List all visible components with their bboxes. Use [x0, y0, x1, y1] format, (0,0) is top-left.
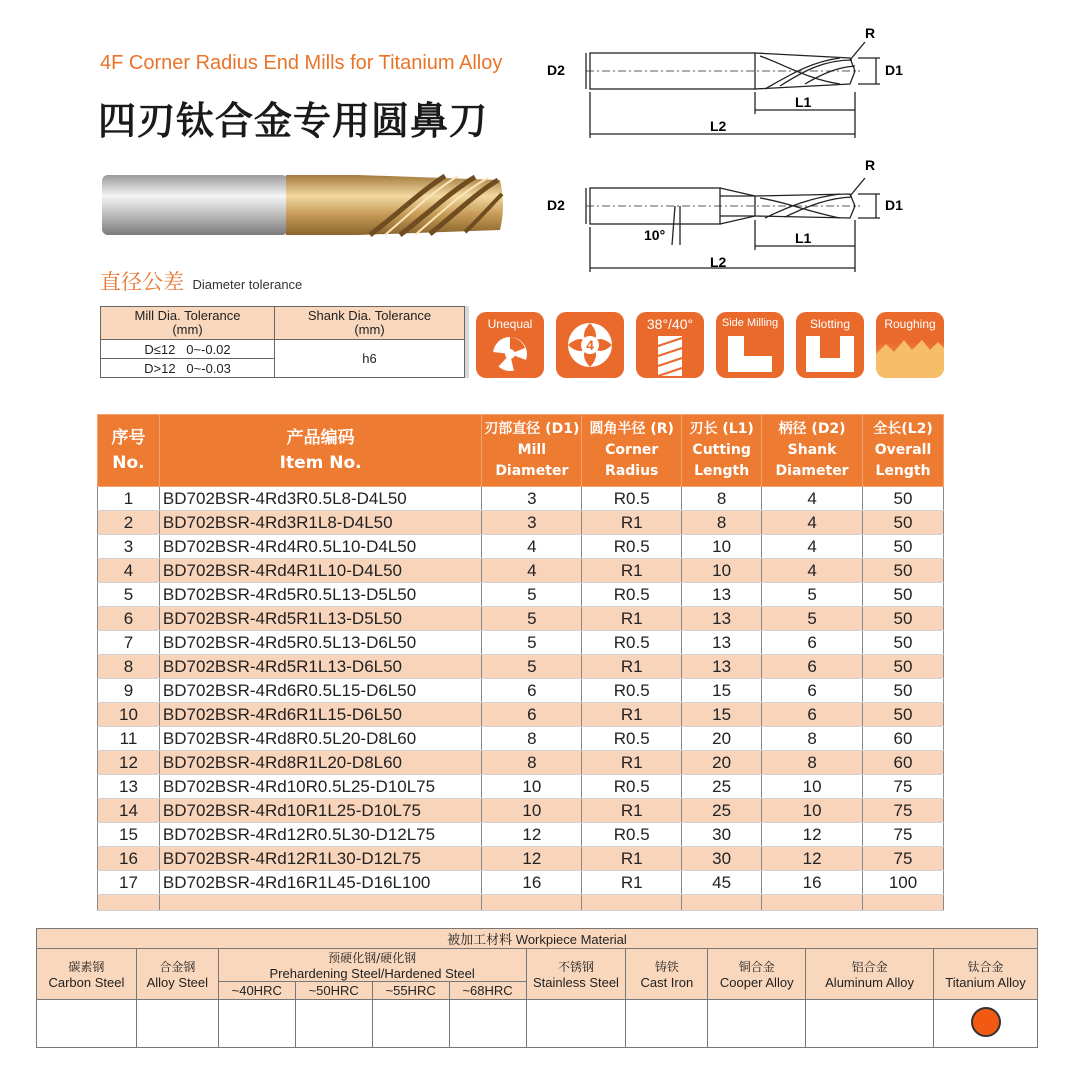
overall-length: 50: [863, 487, 944, 511]
shank-diameter: 6: [762, 631, 863, 655]
header-l2: [863, 415, 944, 487]
material-en: Aluminum Alloy: [825, 975, 915, 990]
diagram-bottom-d2: D2: [547, 197, 565, 213]
diagram-bottom-d1: D1: [885, 197, 903, 213]
material-titanium-alloy: [934, 949, 1038, 1000]
material-cn: 铝合金: [851, 960, 888, 974]
row-no: 9: [98, 679, 160, 703]
tolerance-heading: [100, 266, 302, 296]
shank-diameter: 4: [762, 559, 863, 583]
mill-diameter: 6: [482, 679, 582, 703]
cutting-length: 10: [682, 559, 762, 583]
tolerance-col-shank-l2: (mm): [354, 322, 385, 337]
item-code: BD702BSR-4Rd10R0.5L25-D10L75: [159, 775, 481, 799]
mill-diameter: 12: [482, 847, 582, 871]
corner-radius: R1: [582, 511, 682, 535]
corner-radius: R1: [582, 607, 682, 631]
cutting-length: 20: [682, 727, 762, 751]
material-hardened-steel: [218, 949, 526, 982]
diagram-bottom-r: R: [865, 157, 876, 173]
header-d2-en2: Diameter: [775, 463, 849, 479]
header-item-en: Item No.: [279, 452, 362, 473]
slotting-icon: [796, 312, 864, 378]
shank-tolerance-value: h6: [275, 340, 465, 378]
suit-copper-alloy: [708, 1000, 806, 1048]
cutting-length: 30: [682, 823, 762, 847]
overall-length: 50: [863, 559, 944, 583]
header-d2-cn: 柄径 (D2): [778, 421, 846, 437]
mill-diameter: 5: [482, 631, 582, 655]
overall-length: 75: [863, 847, 944, 871]
header-d1-en2: Diameter: [495, 463, 569, 479]
tolerance-col-shank-l1: Shank Dia. Tolerance: [307, 308, 432, 323]
corner-radius: R1: [582, 559, 682, 583]
table-row: [98, 751, 944, 775]
material-cn: 合金钢: [159, 960, 196, 974]
tolerance-table: [100, 306, 465, 378]
cutting-length: 13: [682, 631, 762, 655]
header-item-cn: 产品编码: [286, 427, 355, 448]
header-r-cn: 圆角半径 (R): [589, 421, 674, 437]
row-no: 17: [98, 871, 160, 895]
tolerance-row-1: [101, 340, 275, 359]
tolerance-col-mill-l1: Mill Dia. Tolerance: [134, 308, 241, 323]
shank-diameter: 6: [762, 679, 863, 703]
mill-diameter: 5: [482, 655, 582, 679]
title-chinese: 四刃钛合金专用圆鼻刀: [98, 99, 489, 143]
shank-diameter: 12: [762, 847, 863, 871]
tolerance-range: D>12: [144, 360, 176, 376]
side-milling-icon: [716, 312, 784, 378]
shank-diameter: 8: [762, 751, 863, 775]
overall-length: 60: [863, 727, 944, 751]
cutting-length: 30: [682, 847, 762, 871]
shank-diameter: 8: [762, 727, 863, 751]
tolerance-col-shank: [275, 307, 465, 340]
feature-label: Unequal: [487, 317, 533, 331]
tolerance-value: 0~-0.02: [186, 341, 231, 357]
hardness-50: ~50HRC: [295, 982, 372, 1000]
item-code: BD702BSR-4Rd4R0.5L10-D4L50: [159, 535, 481, 559]
table-row: [98, 655, 944, 679]
shank-diameter: 10: [762, 799, 863, 823]
cutting-length: 8: [682, 487, 762, 511]
material-cn: 不锈钢: [557, 960, 594, 974]
shank-diameter: 16: [762, 871, 863, 895]
corner-radius: R0.5: [582, 487, 682, 511]
diagram-top-l1: L1: [795, 94, 812, 110]
shank-diameter: 4: [762, 487, 863, 511]
overall-length: 50: [863, 511, 944, 535]
product-rows: [98, 487, 944, 911]
hardness-55: ~55HRC: [372, 982, 449, 1000]
cutting-length: 20: [682, 751, 762, 775]
item-code: BD702BSR-4Rd12R1L30-D12L75: [159, 847, 481, 871]
feature-label: Side Milling: [721, 317, 779, 329]
table-row: [98, 871, 944, 895]
mill-diameter: 6: [482, 703, 582, 727]
material-cn: 预硬化钢/硬化钢: [328, 951, 417, 965]
tolerance-shadow: [465, 306, 469, 378]
suit-hrc40: [218, 1000, 295, 1048]
feature-label: 4: [586, 337, 594, 353]
row-no: 4: [98, 559, 160, 583]
blank-cell: [863, 895, 944, 911]
unequal-flute-icon: [476, 312, 544, 378]
corner-radius: R0.5: [582, 631, 682, 655]
mill-diameter: 3: [482, 487, 582, 511]
suit-cast-iron: [626, 1000, 708, 1048]
hardness-40: ~40HRC: [218, 982, 295, 1000]
diagram-top-l2: L2: [710, 118, 727, 134]
mill-diameter: 4: [482, 559, 582, 583]
cutting-length: 8: [682, 511, 762, 535]
item-code: BD702BSR-4Rd6R1L15-D6L50: [159, 703, 481, 727]
diagram-top-d1: D1: [885, 62, 903, 78]
workpiece-material-caption: 被加工材料 Workpiece Material: [37, 929, 1038, 949]
shank-diameter: 4: [762, 511, 863, 535]
overall-length: 100: [863, 871, 944, 895]
table-row: [98, 631, 944, 655]
cutting-length: 15: [682, 703, 762, 727]
material-en: Alloy Steel: [146, 975, 209, 990]
item-code: BD702BSR-4Rd5R1L13-D5L50: [159, 607, 481, 631]
cutting-length: 13: [682, 655, 762, 679]
blank-cell: [762, 895, 863, 911]
material-en: Carbon Steel: [48, 975, 125, 990]
overall-length: 75: [863, 775, 944, 799]
shank-diameter: 5: [762, 583, 863, 607]
material-en: Titanium Alloy: [945, 975, 1026, 990]
shank-diameter: 6: [762, 655, 863, 679]
overall-length: 50: [863, 703, 944, 727]
row-no: 15: [98, 823, 160, 847]
header-item: [159, 415, 481, 487]
tolerance-col-mill: [101, 307, 275, 340]
tolerance-value: 0~-0.03: [186, 360, 231, 376]
roughing-icon: [876, 312, 944, 378]
mill-diameter: 12: [482, 823, 582, 847]
corner-radius: R0.5: [582, 775, 682, 799]
overall-length: 50: [863, 607, 944, 631]
table-row: [98, 535, 944, 559]
material-en: Cast Iron: [640, 975, 694, 990]
recommended-dot-icon: [971, 1007, 1001, 1037]
cutting-length: 13: [682, 607, 762, 631]
shank-diameter: 5: [762, 607, 863, 631]
item-code: BD702BSR-4Rd8R1L20-D8L60: [159, 751, 481, 775]
item-code: BD702BSR-4Rd6R0.5L15-D6L50: [159, 679, 481, 703]
item-code: BD702BSR-4Rd5R1L13-D6L50: [159, 655, 481, 679]
hardness-68: ~68HRC: [449, 982, 526, 1000]
row-no: 5: [98, 583, 160, 607]
overall-length: 50: [863, 631, 944, 655]
feature-label: Slotting: [809, 317, 851, 331]
product-table: [97, 414, 944, 911]
corner-radius: R0.5: [582, 679, 682, 703]
tolerance-range: D≤12: [144, 341, 176, 357]
header-r-en2: Radius: [605, 463, 659, 479]
tolerance-heading-cn: 直径公差: [100, 270, 184, 294]
item-code: BD702BSR-4Rd10R1L25-D10L75: [159, 799, 481, 823]
corner-radius: R1: [582, 655, 682, 679]
header-r-en1: Corner: [605, 442, 659, 458]
table-row: [98, 559, 944, 583]
header-d2-en1: Shank: [787, 442, 837, 458]
corner-radius: R1: [582, 751, 682, 775]
tolerance-heading-en: Diameter tolerance: [192, 277, 303, 292]
cutting-length: 25: [682, 775, 762, 799]
dimension-diagram: [540, 20, 920, 290]
header-l2-en1: Overall: [874, 442, 932, 458]
workpiece-material-table: [36, 928, 1038, 1048]
diagram-bottom-l2: L2: [710, 254, 727, 270]
corner-radius: R1: [582, 871, 682, 895]
header-l1-en2: Length: [694, 463, 750, 479]
material-carbon-steel: [37, 949, 137, 1000]
header-no-cn: 序号: [111, 427, 146, 448]
header-no: [98, 415, 160, 487]
diagram-top-d2: D2: [547, 62, 565, 78]
suit-hrc50: [295, 1000, 372, 1048]
blank-cell: [98, 895, 160, 911]
overall-length: 50: [863, 535, 944, 559]
material-aluminum-alloy: [806, 949, 934, 1000]
table-row: [98, 607, 944, 631]
overall-length: 50: [863, 655, 944, 679]
overall-length: 50: [863, 679, 944, 703]
table-row: [98, 679, 944, 703]
item-code: BD702BSR-4Rd5R0.5L13-D5L50: [159, 583, 481, 607]
suit-titanium-alloy: [934, 1000, 1038, 1048]
overall-length: 75: [863, 823, 944, 847]
feature-label: 38°/40°: [646, 316, 694, 332]
row-no: 10: [98, 703, 160, 727]
overall-length: 60: [863, 751, 944, 775]
table-row: [98, 583, 944, 607]
tolerance-row-2: [101, 359, 275, 378]
material-cn: 铜合金: [738, 960, 775, 974]
blank-cell: [582, 895, 682, 911]
cutting-length: 15: [682, 679, 762, 703]
row-no: 16: [98, 847, 160, 871]
tolerance-col-mill-l2: (mm): [172, 322, 203, 337]
row-no: 6: [98, 607, 160, 631]
header-l2-cn: 全长(L2): [873, 421, 933, 437]
mill-diameter: 10: [482, 799, 582, 823]
item-code: BD702BSR-4Rd3R1L8-D4L50: [159, 511, 481, 535]
suit-alloy-steel: [136, 1000, 218, 1048]
mill-diameter: 8: [482, 751, 582, 775]
material-en: Cooper Alloy: [719, 975, 794, 990]
header-l1: [682, 415, 762, 487]
item-code: BD702BSR-4Rd12R0.5L30-D12L75: [159, 823, 481, 847]
row-no: 14: [98, 799, 160, 823]
row-no: 1: [98, 487, 160, 511]
material-cn: 铸铁: [654, 960, 679, 974]
overall-length: 75: [863, 799, 944, 823]
blank-cell: [159, 895, 481, 911]
row-no: 8: [98, 655, 160, 679]
mill-diameter: 5: [482, 607, 582, 631]
row-no: 13: [98, 775, 160, 799]
header-d1: [482, 415, 582, 487]
corner-radius: R0.5: [582, 535, 682, 559]
item-code: BD702BSR-4Rd3R0.5L8-D4L50: [159, 487, 481, 511]
mill-diameter: 10: [482, 775, 582, 799]
row-no: 2: [98, 511, 160, 535]
header-l1-cn: 刃长 (L1): [689, 421, 754, 437]
table-row: [98, 823, 944, 847]
shank-diameter: 12: [762, 823, 863, 847]
mill-diameter: 8: [482, 727, 582, 751]
corner-radius: R0.5: [582, 823, 682, 847]
end-mill-photo: [100, 172, 510, 238]
suit-hrc68: [449, 1000, 526, 1048]
title-english: 4F Corner Radius End Mills for Titanium Alloy: [100, 52, 503, 74]
feature-icons: [476, 312, 944, 378]
row-no: 7: [98, 631, 160, 655]
suit-aluminum-alloy: [806, 1000, 934, 1048]
table-row: [98, 775, 944, 799]
suit-carbon-steel: [37, 1000, 137, 1048]
shank-diameter: 4: [762, 535, 863, 559]
header-l2-en2: Length: [875, 463, 931, 479]
table-row: [98, 511, 944, 535]
suit-hrc55: [372, 1000, 449, 1048]
corner-radius: R1: [582, 703, 682, 727]
header-d1-cn: 刃部直径 (D1): [484, 421, 580, 437]
material-cast-iron: [626, 949, 708, 1000]
table-row: [98, 487, 944, 511]
header-no-en: No.: [112, 452, 145, 473]
item-code: BD702BSR-4Rd5R0.5L13-D6L50: [159, 631, 481, 655]
corner-radius: R1: [582, 799, 682, 823]
cutting-length: 10: [682, 535, 762, 559]
row-no: 3: [98, 535, 160, 559]
mill-diameter: 16: [482, 871, 582, 895]
row-no: 12: [98, 751, 160, 775]
corner-radius: R0.5: [582, 727, 682, 751]
shank-diameter: 6: [762, 703, 863, 727]
material-alloy-steel: [136, 949, 218, 1000]
cutting-length: 25: [682, 799, 762, 823]
cutting-length: 13: [682, 583, 762, 607]
diagram-bottom-angle: 10°: [644, 227, 666, 243]
mill-diameter: 3: [482, 511, 582, 535]
item-code: BD702BSR-4Rd16R1L45-D16L100: [159, 871, 481, 895]
shank-diameter: 10: [762, 775, 863, 799]
table-row: [98, 847, 944, 871]
diagram-top-r: R: [865, 25, 876, 41]
table-row-blank: [98, 895, 944, 911]
material-copper-alloy: [708, 949, 806, 1000]
header-l1-en1: Cutting: [692, 442, 751, 458]
feature-label: Roughing: [884, 317, 936, 331]
header-d2: [762, 415, 863, 487]
row-no: 11: [98, 727, 160, 751]
blank-cell: [482, 895, 582, 911]
corner-radius: R1: [582, 847, 682, 871]
table-row: [98, 703, 944, 727]
header-d1-en1: Mill: [517, 442, 546, 458]
material-stainless-steel: [526, 949, 626, 1000]
mill-diameter: 4: [482, 535, 582, 559]
table-row: [98, 799, 944, 823]
mill-diameter: 5: [482, 583, 582, 607]
suit-stainless-steel: [526, 1000, 626, 1048]
helix-angle-icon: [636, 312, 704, 378]
overall-length: 50: [863, 583, 944, 607]
corner-radius: R0.5: [582, 583, 682, 607]
material-cn: 碳素钢: [68, 960, 105, 974]
four-flute-icon: [556, 312, 624, 378]
cutting-length: 45: [682, 871, 762, 895]
diagram-bottom-l1: L1: [795, 230, 812, 246]
material-en: Prehardening Steel/Hardened Steel: [269, 966, 475, 981]
header-r: [582, 415, 682, 487]
table-row: [98, 727, 944, 751]
material-cn: 钛合金: [967, 960, 1004, 974]
item-code: BD702BSR-4Rd8R0.5L20-D8L60: [159, 727, 481, 751]
material-en: Stainless Steel: [532, 975, 619, 990]
item-code: BD702BSR-4Rd4R1L10-D4L50: [159, 559, 481, 583]
blank-cell: [682, 895, 762, 911]
